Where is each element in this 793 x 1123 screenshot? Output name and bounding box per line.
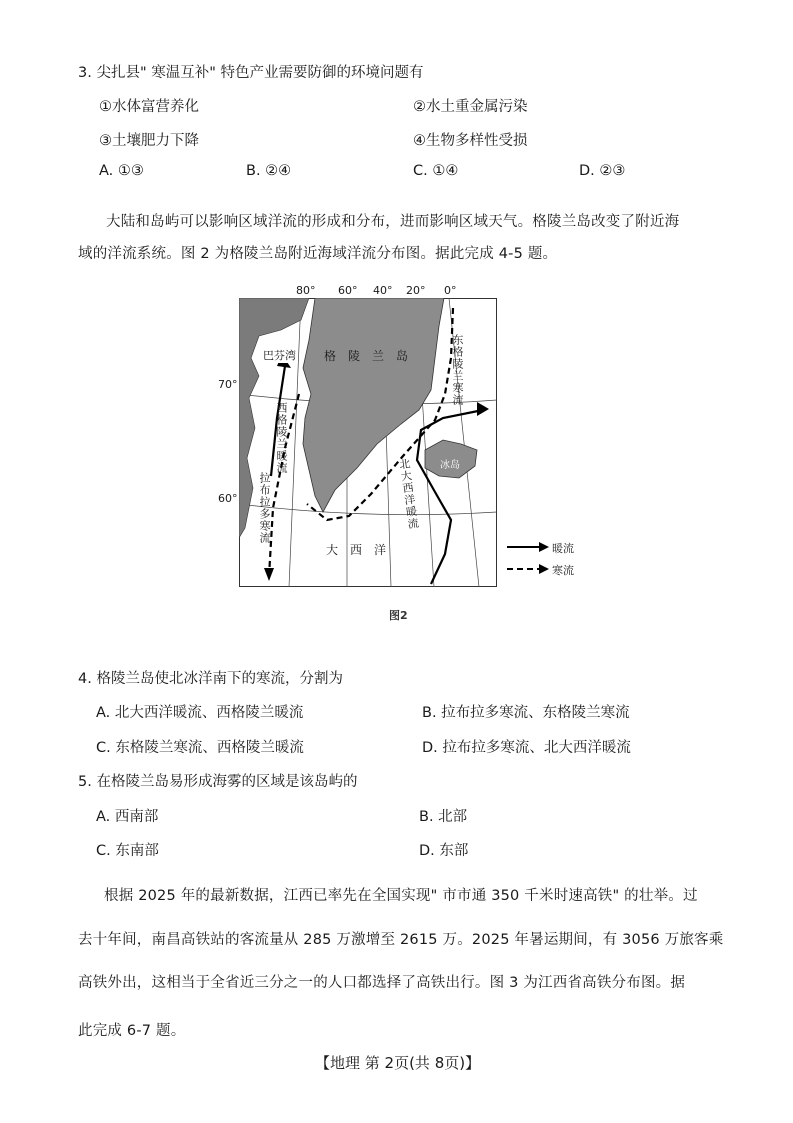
q3-choice-d: D. ②③ xyxy=(579,163,626,179)
lon-label-40: 40° xyxy=(373,284,393,297)
intro2-line3: 高铁外出，这相当于全省近三分之一的人口都选择了高铁出行。图 3 为江西省高铁分布图。据 xyxy=(78,975,686,991)
page-footer: 【地理 第 2页(共 8页)】 xyxy=(315,1054,481,1072)
q3-stem: 3. 尖扎县" 寒温互补" 特色产业需要防御的环境问题有 xyxy=(78,65,424,81)
atlantic-label-2: 西 xyxy=(350,543,363,557)
q5-stem: 5. 在格陵兰岛易形成海雾的区域是该岛屿的 xyxy=(78,774,358,790)
intro2-line2: 去十年间，南昌高铁站的客流量从 285 万激增至 2615 万。2025 年暑运期间，有 3056 万旅客乘 xyxy=(78,932,724,948)
lon-label-0: 0° xyxy=(444,284,457,297)
atlantic-label-3: 洋 xyxy=(374,543,387,557)
baffin-bay-label: 巴芬湾 xyxy=(263,349,296,362)
west-greenland-current-label: 西格陵兰暖流 xyxy=(275,402,288,474)
q3-item-4: ④生物多样性受损 xyxy=(413,133,528,149)
lon-label-80: 80° xyxy=(296,284,316,297)
q3-item-2: ②水土重金属污染 xyxy=(413,99,528,115)
q4-choice-b: B. 拉布拉多寒流、东格陵兰寒流 xyxy=(422,705,630,721)
q5-choice-a: A. 西南部 xyxy=(96,809,159,825)
greenland-label-2: 陵 xyxy=(348,349,361,363)
intro1-line2: 域的洋流系统。图 2 为格陵兰岛附近海域洋流分布图。据此完成 4-5 题。 xyxy=(78,246,558,262)
greenland-label-3: 兰 xyxy=(372,349,385,363)
lat-label-70: 70° xyxy=(218,378,238,391)
lon-label-60: 60° xyxy=(338,284,358,297)
q5-choice-d: D. 东部 xyxy=(419,843,469,859)
lat-label-60: 60° xyxy=(218,492,238,505)
q5-choice-c: C. 东南部 xyxy=(96,843,159,859)
iceland-label: 冰岛 xyxy=(440,460,460,471)
intro1-line1: 大陆和岛屿可以影响区域洋流的形成和分布，进而影响区域天气。格陵兰岛改变了附近海 xyxy=(106,214,680,230)
greenland-label-4: 岛 xyxy=(396,349,409,363)
atlantic-label-1: 大 xyxy=(326,543,339,557)
north-atlantic-current-label: 北大西洋暖流 xyxy=(397,457,420,531)
q5-choice-b: B. 北部 xyxy=(419,809,468,825)
intro2-line1: 根据 2025 年的最新数据，江西已率先在全国实现" 市市通 350 千米时速高铁" 的壮举。过 xyxy=(104,888,698,904)
q3-item-1: ①水体富营养化 xyxy=(99,99,199,115)
figure-2-caption: 图2 xyxy=(389,609,408,622)
legend-warm-label: 暖流 xyxy=(552,542,574,555)
q4-choice-a: A. 北大西洋暖流、西格陵兰暖流 xyxy=(96,705,304,721)
lon-label-20: 20° xyxy=(406,284,426,297)
q4-choice-d: D. 拉布拉多寒流、北大西洋暖流 xyxy=(422,740,631,756)
intro2-line4: 此完成 6-7 题。 xyxy=(78,1023,186,1039)
legend-cold-label: 寒流 xyxy=(552,564,574,577)
east-greenland-current-label: 东格陵兰寒流 xyxy=(451,334,464,406)
legend-lines xyxy=(505,540,555,576)
q3-item-3: ③土壤肥力下降 xyxy=(99,133,199,149)
q3-choice-b: B. ②④ xyxy=(246,163,292,179)
greenland-label-1: 格 xyxy=(324,349,337,363)
labrador-current-label: 拉布拉多寒流 xyxy=(258,472,271,544)
q4-stem: 4. 格陵兰岛使北冰洋南下的寒流，分割为 xyxy=(78,671,343,687)
q4-choice-c: C. 东格陵兰寒流、西格陵兰暖流 xyxy=(96,740,304,756)
q3-choice-c: C. ①④ xyxy=(413,163,459,179)
q3-choice-a: A. ①③ xyxy=(99,163,144,179)
